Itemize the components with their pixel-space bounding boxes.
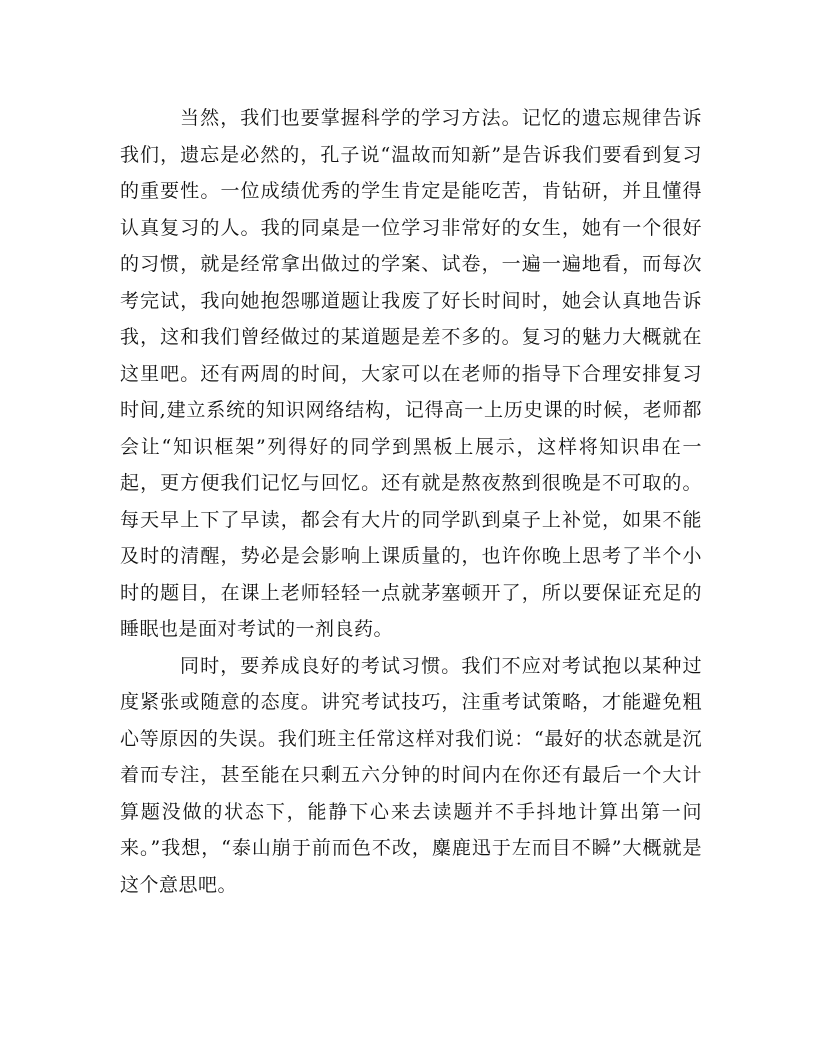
paragraph-study-methods: 当然，我们也要掌握科学的学习方法。记忆的遗忘规律告诉我们，遗忘是必然的，孔子说“温故而知新”是告诉我们要看到复习的重要性。一位成绩优秀的学生肯定是能吃苦，肯钻研，并且懂得认真复习的人。我的同桌是一位学习非常好的女生，她有一个很好的习惯，就是经常拿出做过的学案、试卷，一遍一遍地看，而每次考完试，我向她抱怨哪道题让我废了好长时间时，她会认真地告诉我，这和我们曾经做过的某道题是差不多的。复习的魅力大概就在这里吧。还有两周的时间，大家可以在老师的指导下合理安排复习时间,建立系统的知识网络结构，记得高一上历史课的时候，老师都会让“知识框架”列得好的同学到黑板上展示，这样将知识串在一起，更方便我们记忆与回忆。还有就是熬夜熬到很晚是不可取的。每天早上下了早读，都会有大片的同学趴到桌子上补觉，如果不能及时的清醒，势必是会影响上课质量的，也许你晚上思考了半个小时的题目，在课上老师轻轻一点就茅塞顿开了，所以要保证充足的睡眠也是面对考试的一剂良药。 [120, 107, 702, 640]
paragraph-exam-habits: 同时，要养成良好的考试习惯。我们不应对考试抱以某种过度紧张或随意的态度。讲究考试技巧，注重考试策略，才能避免粗心等原因的失误。我们班主任常这样对我们说：“最好的状态就是沉着而专注，甚至能在只剩五六分钟的时间内在你还有最后一个大计算题没做的状态下，能静下心来去读题并不手抖地计算出第一问来。”我想，“泰山崩于前而色不改，麋鹿迅于左而目不瞬”大概就是这个意思吧。 [120, 654, 702, 896]
document-page [120, 100, 702, 903]
